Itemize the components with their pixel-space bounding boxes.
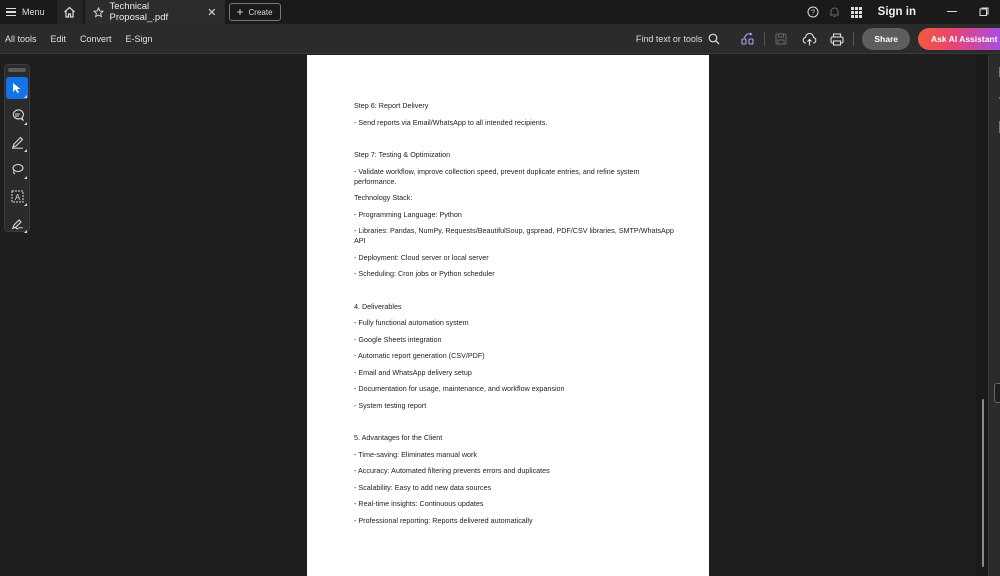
doc-line: - Accuracy: Automated filtering prevents errors and duplicates [354, 466, 550, 475]
save-button[interactable] [767, 24, 795, 54]
doc-line: - Send reports via Email/WhatsApp to all intended recipients. [354, 117, 548, 127]
ai-label: Ask AI Assistant [931, 34, 998, 44]
cloud-upload-icon [802, 33, 817, 46]
drag-handle[interactable] [8, 68, 26, 72]
doc-line: - Programming Language: Python [354, 209, 462, 219]
print-button[interactable] [823, 24, 851, 54]
menu-e-sign[interactable]: E-Sign [125, 33, 153, 44]
vertical-scrollbar-thumb[interactable] [982, 399, 984, 567]
ask-ai-assistant-button[interactable] [918, 28, 1000, 50]
tool-options-indicator [24, 149, 27, 152]
toolbar-divider [764, 32, 765, 46]
tool-options-indicator [24, 122, 27, 125]
home-button[interactable] [57, 0, 83, 24]
text-tool[interactable] [6, 185, 28, 207]
svg-text:A: A [14, 192, 20, 202]
share-button[interactable]: Share [862, 28, 910, 50]
doc-line: - Google Sheets integration [354, 334, 442, 344]
find-label: Find text or tools [635, 34, 703, 44]
doc-heading-step7: Step 7: Testing & Optimization [354, 150, 451, 159]
svg-text:?: ? [810, 9, 815, 17]
compare-button[interactable] [734, 24, 762, 54]
signature-icon [11, 217, 24, 230]
main-toolbar [0, 24, 1000, 54]
paragraph-gap [354, 286, 674, 302]
doc-line: - Validate workflow, improve collection speed, prevent duplicate entries, and refine system performance. [354, 166, 640, 186]
help-button[interactable] [802, 0, 824, 24]
doc-line: - Scalability: Easy to add new data sources [354, 482, 492, 492]
text-box-icon [11, 190, 24, 203]
search-icon [708, 33, 720, 45]
apps-button[interactable] [846, 0, 868, 24]
panel-expand-tab[interactable] [994, 383, 1000, 403]
quick-tools-panel [4, 64, 30, 232]
tool-options-indicator [24, 230, 27, 233]
notifications-button[interactable] [824, 0, 846, 24]
paragraph-gap [354, 417, 674, 433]
doc-line: - Email and WhatsApp delivery setup [354, 367, 472, 377]
apps-grid-icon [851, 7, 862, 18]
pdf-page [307, 55, 709, 576]
restore-button[interactable] [968, 0, 1000, 24]
find-text-or-tools[interactable] [636, 33, 721, 45]
close-tab-icon[interactable]: ✕ [207, 6, 217, 19]
select-tool[interactable] [6, 77, 28, 99]
home-icon [63, 6, 76, 18]
doc-line: - Libraries: Pandas, NumPy, Requests/BeautifulSoup, gspread, PDF/CSV libraries, SMTP/WhatsApp API [354, 226, 674, 245]
doc-heading-advantages: 5. Advantages for the Client [354, 433, 443, 442]
menu-all-tools[interactable]: All tools [5, 33, 37, 44]
save-icon [775, 33, 787, 45]
tab-title: Technical Proposal_.pdf [109, 1, 169, 23]
document-workspace [0, 55, 1000, 576]
tool-options-indicator [24, 176, 27, 179]
cursor-arrow-icon [12, 82, 22, 94]
doc-line: - Time-saving: Eliminates manual work [354, 449, 478, 459]
upload-button[interactable] [795, 24, 823, 54]
doc-line: - Fully functional automation system [354, 318, 469, 327]
plus-icon: + [236, 5, 244, 19]
doc-heading-step6: Step 6: Report Delivery [354, 101, 429, 110]
doc-line: - Scheduling: Cron jobs or Python scheduler [354, 269, 495, 278]
comment-tool[interactable] [6, 104, 28, 126]
doc-line: - System testing report [354, 400, 427, 410]
paragraph-gap [354, 134, 674, 150]
bell-icon [829, 6, 840, 18]
create-label: Create [248, 7, 273, 17]
sign-in-button[interactable]: Sign in [877, 6, 916, 18]
title-bar [0, 0, 1000, 24]
print-icon [830, 33, 844, 46]
pen-icon [11, 136, 24, 149]
restore-icon [979, 7, 989, 17]
hamburger-icon [6, 8, 16, 16]
doc-line: - Deployment: Cloud server or local server [354, 252, 489, 262]
draw-tool[interactable] [6, 158, 28, 180]
highlight-tool[interactable] [6, 131, 28, 153]
tool-options-indicator [24, 203, 27, 206]
help-icon [807, 6, 819, 18]
menu-button[interactable] [0, 0, 51, 24]
sign-tool[interactable] [6, 212, 28, 234]
star-icon[interactable] [93, 7, 104, 18]
minimize-icon [947, 11, 957, 13]
menu-convert[interactable]: Convert [80, 33, 112, 44]
doc-line: - Real-time insights: Continuous updates [354, 499, 484, 508]
doc-line: - Automatic report generation (CSV/PDF) [354, 351, 485, 360]
doc-heading-tech-stack: Technology Stack: [354, 193, 413, 202]
toolbar-divider [853, 32, 854, 46]
minimize-button[interactable] [936, 0, 968, 24]
menu-label: Menu [22, 7, 45, 17]
lasso-icon [11, 163, 24, 175]
compare-files-icon [741, 32, 755, 46]
doc-line: - Documentation for usage, maintenance, and workflow expansion [354, 384, 565, 393]
right-side-panel-rail [988, 55, 1000, 576]
document-tab[interactable] [85, 0, 225, 24]
create-button[interactable] [229, 3, 281, 21]
doc-line: - Professional reporting: Reports delivered automatically [354, 515, 533, 525]
document-content [354, 101, 674, 532]
menu-edit[interactable]: Edit [50, 33, 67, 44]
tool-options-indicator [24, 95, 27, 98]
doc-heading-deliverables: 4. Deliverables [354, 301, 402, 311]
comment-icon [11, 109, 24, 121]
